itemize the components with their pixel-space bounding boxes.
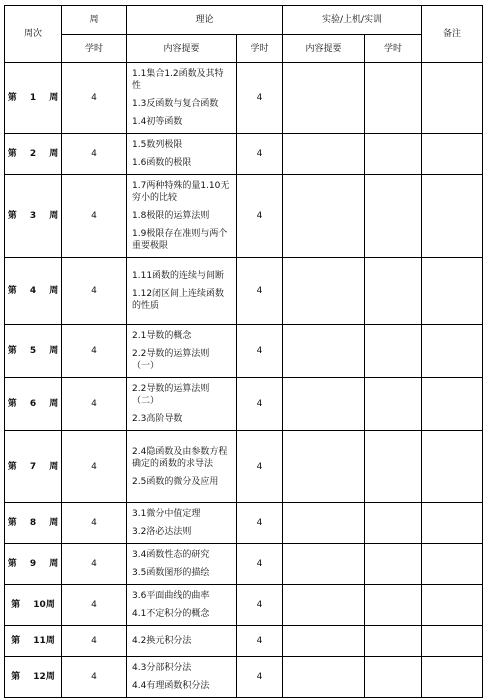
remarks-cell (422, 325, 483, 378)
theory-hours-cell: 4 (237, 63, 283, 134)
topic-item: 2.1导数的概念 (132, 331, 192, 341)
remarks-cell (422, 544, 483, 585)
theory-hours-cell: 4 (237, 258, 283, 325)
remarks-header: 备注 (422, 6, 483, 63)
table-row (5, 134, 483, 175)
weekly-hours-cell: 4 (62, 175, 127, 258)
theory-content-cell (127, 544, 237, 585)
theory-hours-cell: 4 (237, 175, 283, 258)
practice-hours-cell (365, 626, 422, 657)
theory-content-cell (127, 258, 237, 325)
topic-item: 2.2导数的运算法则（二） (132, 384, 210, 406)
table-row (5, 63, 483, 134)
theory-content-cell (127, 585, 237, 626)
hours-group-header: 周 (62, 6, 127, 35)
topic-item: 4.3分部积分法 (132, 663, 192, 673)
remarks-cell (422, 585, 483, 626)
week-cell: 第 3 周 (5, 175, 62, 258)
theory-hours-cell: 4 (237, 626, 283, 657)
weekly-hours-cell: 4 (62, 258, 127, 325)
topic-item: 3.2洛必达法则 (132, 527, 192, 537)
weekly-hours-cell: 4 (62, 378, 127, 431)
topic-item: 1.4初等函数 (132, 117, 183, 127)
weekly-hours-cell: 4 (62, 544, 127, 585)
topic-item: 3.4函数性态的研究 (132, 550, 210, 560)
table-row (5, 585, 483, 626)
theory-hours-cell: 4 (237, 544, 283, 585)
topic-item: 1.8极限的运算法则 (132, 211, 210, 221)
practice-content-cell (283, 431, 365, 503)
table-row (5, 544, 483, 585)
theory-hours-cell: 4 (237, 657, 283, 698)
theory-content-cell (127, 175, 237, 258)
weekly-hours-cell: 4 (62, 325, 127, 378)
theory-hours-cell: 4 (237, 378, 283, 431)
practice-content-header: 内容提要 (283, 35, 365, 63)
remarks-cell (422, 626, 483, 657)
remarks-cell (422, 431, 483, 503)
week-header: 周次 (5, 6, 62, 63)
week-cell: 第 12周 (5, 657, 62, 698)
topic-item: 3.5函数图形的描绘 (132, 568, 210, 578)
practice-content-cell (283, 544, 365, 585)
theory-hours-cell: 4 (237, 503, 283, 544)
theory-hours-header: 学时 (237, 35, 283, 63)
week-cell: 第 6 周 (5, 378, 62, 431)
table-row (5, 431, 483, 503)
remarks-cell (422, 258, 483, 325)
schedule-table (4, 5, 483, 698)
topic-item: 1.3反函数与复合函数 (132, 99, 219, 109)
week-cell: 第 11周 (5, 626, 62, 657)
weekly-hours-cell: 4 (62, 626, 127, 657)
practice-hours-cell (365, 258, 422, 325)
practice-hours-header: 学时 (365, 35, 422, 63)
table-row (5, 503, 483, 544)
weekly-hours-cell: 4 (62, 585, 127, 626)
practice-hours-cell (365, 378, 422, 431)
header-row-top (5, 6, 483, 35)
practice-hours-cell (365, 657, 422, 698)
weekly-hours-cell: 4 (62, 63, 127, 134)
practice-content-cell (283, 585, 365, 626)
topic-item: 1.9极限存在准则与两个重要极限 (132, 229, 228, 251)
practice-content-cell (283, 503, 365, 544)
week-cell: 第 7 周 (5, 431, 62, 503)
theory-content-cell (127, 378, 237, 431)
practice-content-cell (283, 657, 365, 698)
remarks-cell (422, 63, 483, 134)
topic-item: 1.5数列极限 (132, 140, 183, 150)
practice-hours-cell (365, 63, 422, 134)
theory-hours-cell: 4 (237, 431, 283, 503)
theory-content-cell (127, 657, 237, 698)
remarks-cell (422, 134, 483, 175)
remarks-cell (422, 175, 483, 258)
table-row (5, 175, 483, 258)
topic-item: 1.11函数的连续与间断 (132, 271, 225, 281)
weekly-hours-cell: 4 (62, 657, 127, 698)
theory-header: 理论 (127, 6, 283, 35)
practice-hours-cell (365, 544, 422, 585)
theory-content-header: 内容提要 (127, 35, 237, 63)
week-cell: 第 9 周 (5, 544, 62, 585)
remarks-cell (422, 503, 483, 544)
practice-header: 实验/上机/实训 (283, 6, 422, 35)
practice-content-cell (283, 378, 365, 431)
week-cell: 第 1 周 (5, 63, 62, 134)
hours-sub-header: 学时 (62, 35, 127, 63)
week-cell: 第 10周 (5, 585, 62, 626)
practice-hours-cell (365, 585, 422, 626)
week-cell: 第 4 周 (5, 258, 62, 325)
topic-item: 2.3高阶导数 (132, 414, 183, 424)
topic-item: 1.1集合1.2函数及其特性 (132, 69, 224, 91)
practice-content-cell (283, 325, 365, 378)
topic-item: 4.4有理函数积分法 (132, 681, 210, 691)
topic-item: 4.2换元积分法 (132, 636, 192, 646)
table-row (5, 378, 483, 431)
theory-hours-cell: 4 (237, 585, 283, 626)
practice-content-cell (283, 626, 365, 657)
practice-content-cell (283, 134, 365, 175)
topic-item: 1.12闭区间上连续函数的性质 (132, 289, 225, 311)
topic-item: 3.6平面曲线的曲率 (132, 591, 210, 601)
table-row (5, 258, 483, 325)
weekly-hours-cell: 4 (62, 134, 127, 175)
table-row (5, 325, 483, 378)
theory-content-cell (127, 134, 237, 175)
week-cell: 第 8 周 (5, 503, 62, 544)
practice-content-cell (283, 175, 365, 258)
theory-hours-cell: 4 (237, 134, 283, 175)
remarks-cell (422, 378, 483, 431)
practice-hours-cell (365, 431, 422, 503)
topic-item: 3.1微分中值定理 (132, 509, 201, 519)
week-cell: 第 5 周 (5, 325, 62, 378)
week-cell: 第 2 周 (5, 134, 62, 175)
practice-content-cell (283, 258, 365, 325)
theory-content-cell (127, 626, 237, 657)
topic-item: 2.5函数的微分及应用 (132, 476, 219, 487)
topic-item: 1.6函数的极限 (132, 158, 192, 168)
practice-content-cell (283, 63, 365, 134)
topic-item: 2.2导数的运算法则（一） (132, 349, 210, 371)
header-row-bottom (5, 35, 483, 63)
practice-hours-cell (365, 134, 422, 175)
topic-item: 2.4隐函数及由参数方程确定的函数的求导法 (132, 446, 228, 469)
remarks-cell (422, 657, 483, 698)
practice-hours-cell (365, 503, 422, 544)
theory-content-cell (127, 431, 237, 503)
practice-hours-cell (365, 175, 422, 258)
topic-item: 1.7两种特殊的量1.10无穷小的比较 (132, 181, 230, 203)
table-row (5, 626, 483, 657)
weekly-hours-cell: 4 (62, 431, 127, 503)
topic-item: 4.1不定积分的概念 (132, 609, 210, 619)
theory-hours-cell: 4 (237, 325, 283, 378)
weekly-hours-cell: 4 (62, 503, 127, 544)
practice-hours-cell (365, 325, 422, 378)
theory-content-cell (127, 503, 237, 544)
theory-content-cell (127, 63, 237, 134)
theory-content-cell (127, 325, 237, 378)
table-row (5, 657, 483, 698)
